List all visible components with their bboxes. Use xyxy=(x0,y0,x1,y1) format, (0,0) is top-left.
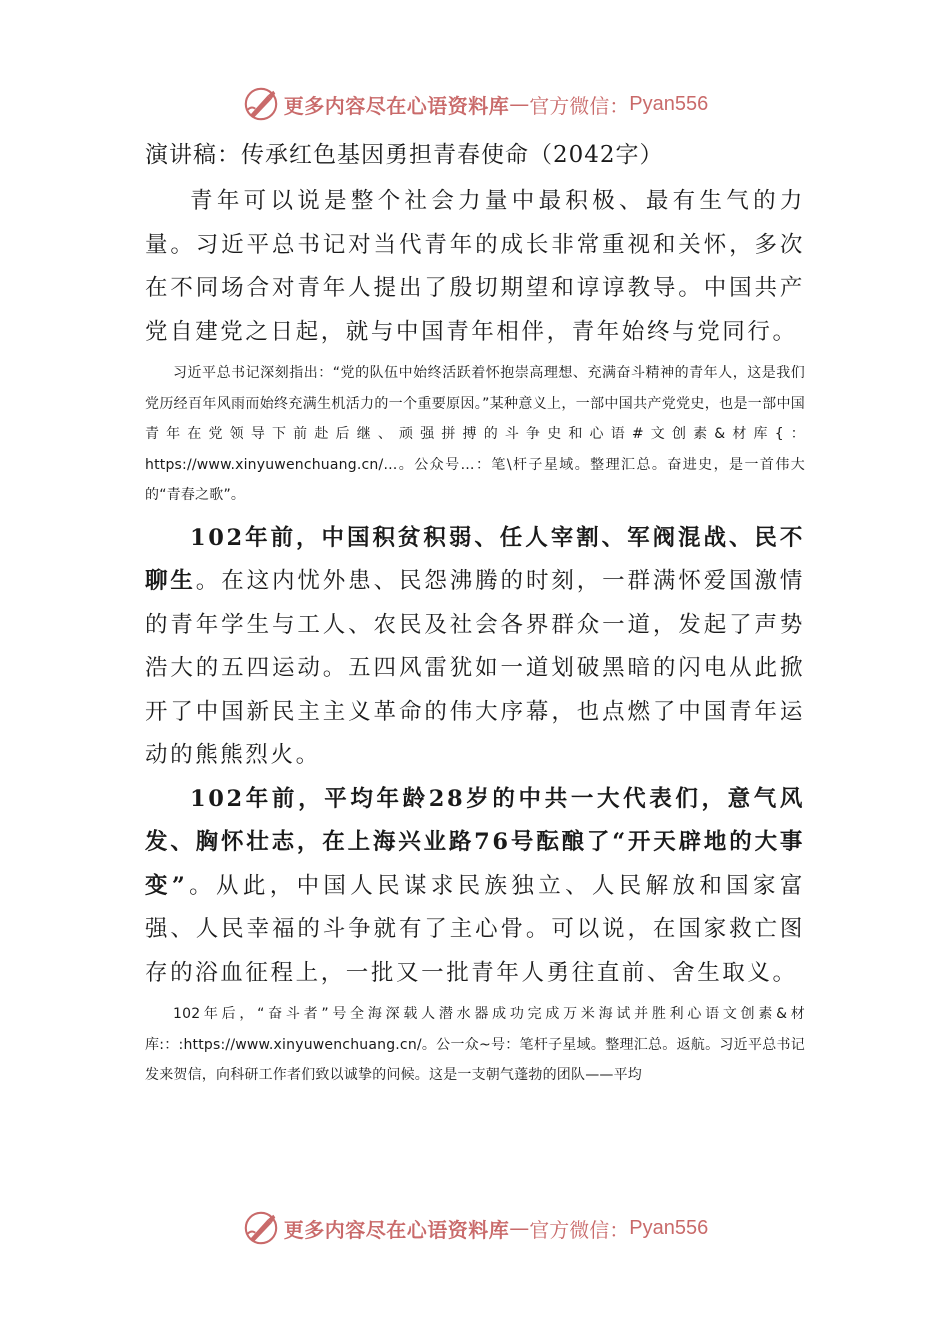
header-brand-text: 更多内容尽在心语资料库 xyxy=(283,93,510,118)
paragraph-3-bold-lead: 102年前，中国积贫积弱、任人宰割、军阀混战、民不聊生 xyxy=(145,524,805,594)
document-title: 演讲稿：传承红色基因勇担青春使命（2042字） xyxy=(145,142,664,168)
footer-separator: — xyxy=(509,1216,530,1240)
footer-note-label: 官方微信： xyxy=(529,1217,630,1242)
page-footer xyxy=(0,1208,950,1248)
paragraph-1: 青年可以说是整个社会力量中最积极、最有生气的力量。习近平总书记对当代青年的成长非常重视和关怀，多次在不同场合对青年人提出了殷切期望和谆谆教导。中国共产党自建党之日起，就与中国青年相伴，青年始终与党同行。 xyxy=(145,188,805,345)
header-wechat-id: Pyan556 xyxy=(629,92,709,115)
pen-nib-logo-icon xyxy=(242,85,280,123)
paragraph-4 xyxy=(145,778,805,996)
paragraph-3-text: 。在这内忧外患、民怨沸腾的时刻，一群满怀爱国激情的青年学生与工人、农民及社会各界群众一道，发起了声势浩大的五四运动。五四风雷犹如一道划破黑暗的闪电从此掀开了中国新民主主义革命的伟大序幕，也点燃了中国青年运动的熊熊烈火。 xyxy=(145,568,805,768)
paragraph-4-text: 。从此，中国人民谋求民族独立、人民解放和国家富强、人民幸福的斗争就有了主心骨。可以说，在国家救亡图存的浴血征程上，一批又一批青年人勇往直前、舍生取义。 xyxy=(145,872,805,986)
paragraph-3 xyxy=(145,517,805,778)
footer-wechat-id: Pyan556 xyxy=(629,1216,709,1239)
page-header xyxy=(0,84,950,124)
header-note-label: 官方微信： xyxy=(529,93,630,118)
paragraph-5: 102年后，“奋斗者”号全海深载人潜水器成功完成万米海试并胜利心语文创素&材库:：:https://www.xinyuwenchuang.cn/。公一众~号：笔杆子星域。整理汇总。返航。习近平总书记发来贺信，向科研工作者们致以诚挚的问候。这是一支朝气蓬勃的团队——平均 xyxy=(145,1006,805,1083)
header-separator: — xyxy=(509,92,530,116)
document-body xyxy=(145,138,805,1097)
paragraph-4-bold-lead: 102年前，平均年龄28岁的中共一大代表们，意气风发、胸怀壮志，在上海兴业路76号酝酿了“开天辟地的大事变” xyxy=(145,785,805,899)
pen-nib-logo-icon xyxy=(242,1209,280,1247)
footer-brand-text: 更多内容尽在心语资料库 xyxy=(283,1217,510,1242)
paragraph-2: 习近平总书记深刻指出：“党的队伍中始终活跃着怀抱崇高理想、充满奋斗精神的青年人，这是我们党历经百年风雨而始终充满生机活力的一个重要原因。”某种意义上，一部中国共产党党史，也是一部中国青年在党领导下前赴后继、顽强拼搏的斗争史和心语#文创素&材库{：https://www.xinyuwenchuang.cn/…。公众号…：笔\杆子星域。整理汇总。奋进史，是一首伟大的“青春之歌”。 xyxy=(145,365,805,503)
